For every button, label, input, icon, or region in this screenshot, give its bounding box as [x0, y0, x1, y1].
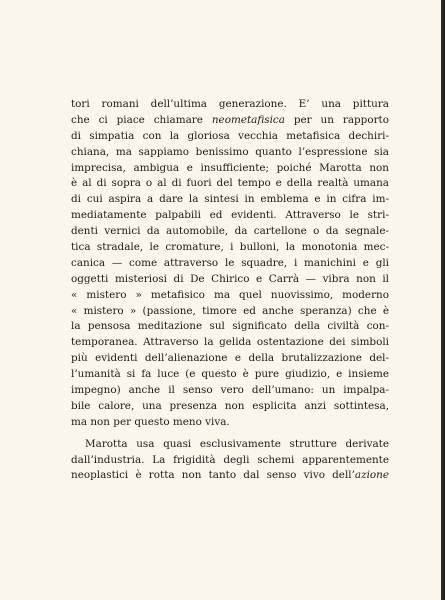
text-line: che ci piace chiamare neometafisica per un rapporto [71, 113, 389, 126]
text-line: temporanea. Attraverso la gelida ostentazione dei simboli [71, 336, 389, 349]
text-line: « mistero » (passione, timore ed anche speranza) che è [71, 304, 389, 317]
text-line: mediatamente palpabili ed evidenti. Attraverso le stri- [71, 209, 389, 222]
text-line: imprecisa, ambigua e insufficiente; poiché Marotta non [71, 161, 389, 174]
text-line: « mistero » metafisico ma quel nuovissimo, moderno [71, 288, 389, 301]
paragraph [71, 437, 389, 485]
text-line: bile calore, una presenza non esplicita anzi sottintesa, [71, 399, 389, 412]
text-line: dall’industria. La frigidità degli schemi apparentemente [71, 453, 389, 466]
text-line: l’umanità si fa luce (e questo è pure giudizio, e insieme [71, 368, 389, 381]
text-line: la pensosa meditazione sul significato della civiltà con- [71, 320, 389, 333]
text-line: di cui aspira a dare la sintesi in emblema e in cifra im- [71, 193, 389, 206]
paragraph [71, 97, 389, 431]
text-line: impegno) anche il senso vero dell’umano: un impalpa- [71, 384, 389, 397]
text-line: più evidenti dell’alienazione e della brutalizzazione del- [71, 352, 389, 365]
body-text [71, 97, 389, 484]
text-line: tica stradale, le cromature, i bulloni, la monotonia mec- [71, 241, 389, 254]
text-line: di simpatia con la gloriosa vecchia metafisica dechiri- [71, 129, 389, 142]
text-line: Marotta usa quasi esclusivamente strutture derivate [85, 437, 389, 450]
text-line: è al di sopra o al di fuori del tempo e della realtà umana [71, 177, 389, 190]
text-line: ma non per questo meno viva. [71, 415, 230, 428]
text-line: denti vernici da automobile, da cartellone o da segnale- [71, 225, 389, 238]
text-line: neoplastici è rotta non tanto dal senso vivo dell’azione [71, 469, 389, 482]
text-line: chiana, ma sappiamo benissimo quanto l’espressione sia [71, 145, 389, 158]
text-line: oggetti misteriosi di De Chirico e Carrà — vibra non il [71, 272, 389, 285]
text-line: canica — come attraverso le squadre, i manichini e gli [71, 256, 389, 269]
text-line: tori romani dell’ultima generazione. E’ una pittura [71, 98, 389, 110]
